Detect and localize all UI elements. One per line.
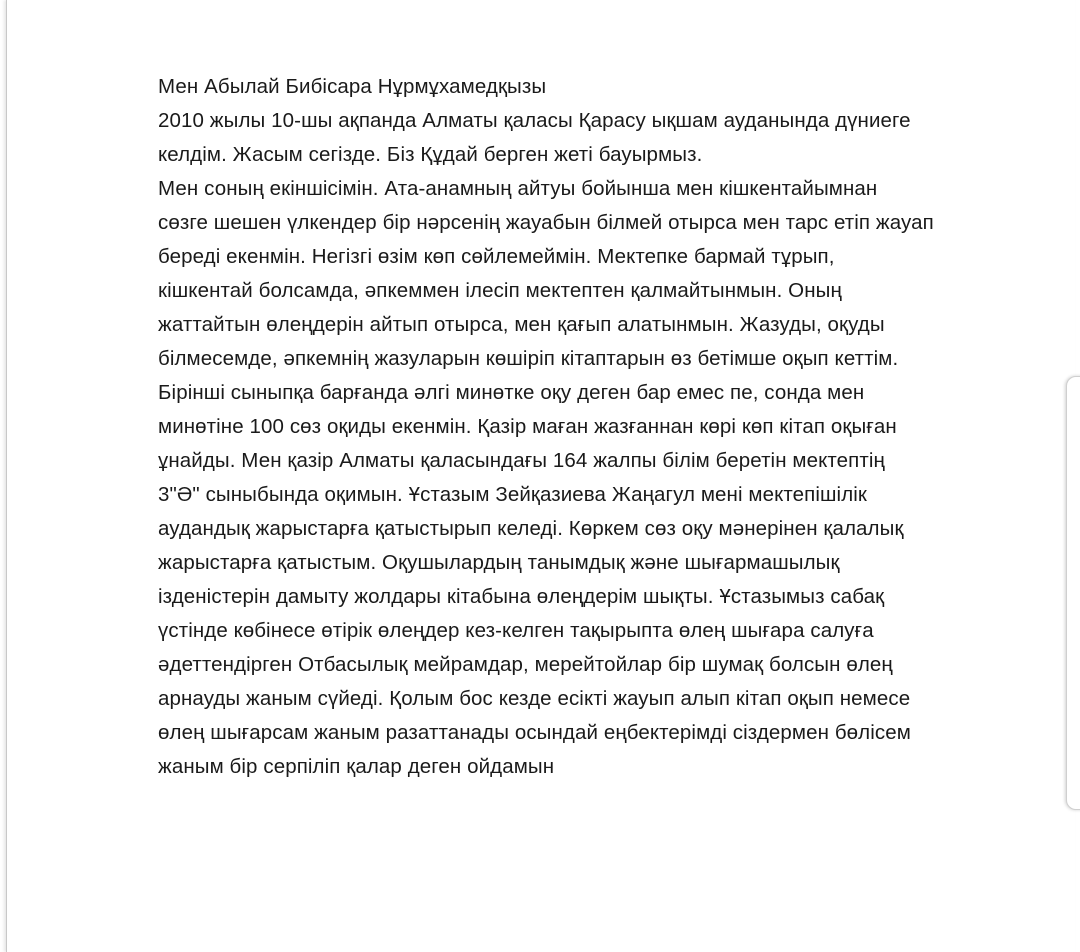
text-line: аудандық жарыстарға қатыстырып келеді. Көркем сөз оқу мәнерінен қалалық <box>158 517 904 540</box>
text-line: үстінде көбінесе өтірік өлеңдер кез-келген тақырыпта өлең шығара салуға <box>158 619 874 642</box>
text-line: кішкентай болсамда, әпкеммен ілесіп мектептен қалмайтынмын. Оның <box>158 279 842 302</box>
document-body-text <box>158 70 1038 784</box>
text-line: Бірінші сыныпқа барғанда әлгі минөтке оқу деген бар емес пе, сонда мен <box>158 381 865 404</box>
text-line: жарыстарға қатыстым. Оқушылардың танымдық және шығармашылық <box>158 551 840 574</box>
text-line: Мен Абылай Бибісара Нұрмұхамедқызы <box>158 75 547 98</box>
text-line: келдім. Жасым сегізде. Біз Құдай берген жеті бауырмыз. <box>158 143 703 166</box>
text-line: білмесемде, әпкемнің жазуларын көшіріп кітаптарын өз бетімше оқып кеттім. <box>158 347 899 370</box>
text-line: өлең шығарсам жаным разаттанады осындай еңбектерімді сіздермен бөлісем <box>158 721 911 744</box>
text-line: арнауды жаным сүйеді. Қолым бос кезде есікті жауып алып кітап оқып немесе <box>158 687 911 710</box>
text-line: сөзге шешен үлкендер бір нәрсенің жауабын білмей отырса мен тарс етіп жауап <box>158 211 934 234</box>
text-line: береді екенмін. Негізгі өзім көп сөйлемеймін. Мектепке бармай тұрып, <box>158 245 835 268</box>
text-line: Мен соның екіншісімін. Ата-анамның айтуы бойынша мен кішкентайымнан <box>158 177 878 200</box>
scroll-handle[interactable] <box>1066 376 1080 810</box>
text-line: 2010 жылы 10-шы ақпанда Алматы қаласы Қарасу ықшам ауданында дүниеге <box>158 109 911 132</box>
text-line: жаттайтын өлеңдерін айтып отырса, мен қағып алатынмын. Жазуды, оқуды <box>158 313 885 336</box>
text-line: әдеттендірген Отбасылық мейрамдар, мерейтойлар бір шумақ болсын өлең <box>158 653 893 676</box>
text-line: ұнайды. Мен қазір Алматы қаласындағы 164 жалпы білім беретін мектептің <box>158 449 885 472</box>
document-page[interactable] <box>6 0 1075 952</box>
text-line: минөтіне 100 сөз оқиды екенмін. Қазір маған жазғаннан көрі көп кітап оқыған <box>158 415 897 438</box>
text-line: жаным бір серпіліп қалар деген ойдамын <box>158 755 555 778</box>
text-line: ізденістерін дамыту жолдары кітабына өлеңдерім шықты. Ұстазымыз сабақ <box>158 585 885 608</box>
text-line: 3"Ә" сыныбында оқимын. Ұстазым Зейқазиева Жаңагул мені мектепішілік <box>158 483 867 506</box>
